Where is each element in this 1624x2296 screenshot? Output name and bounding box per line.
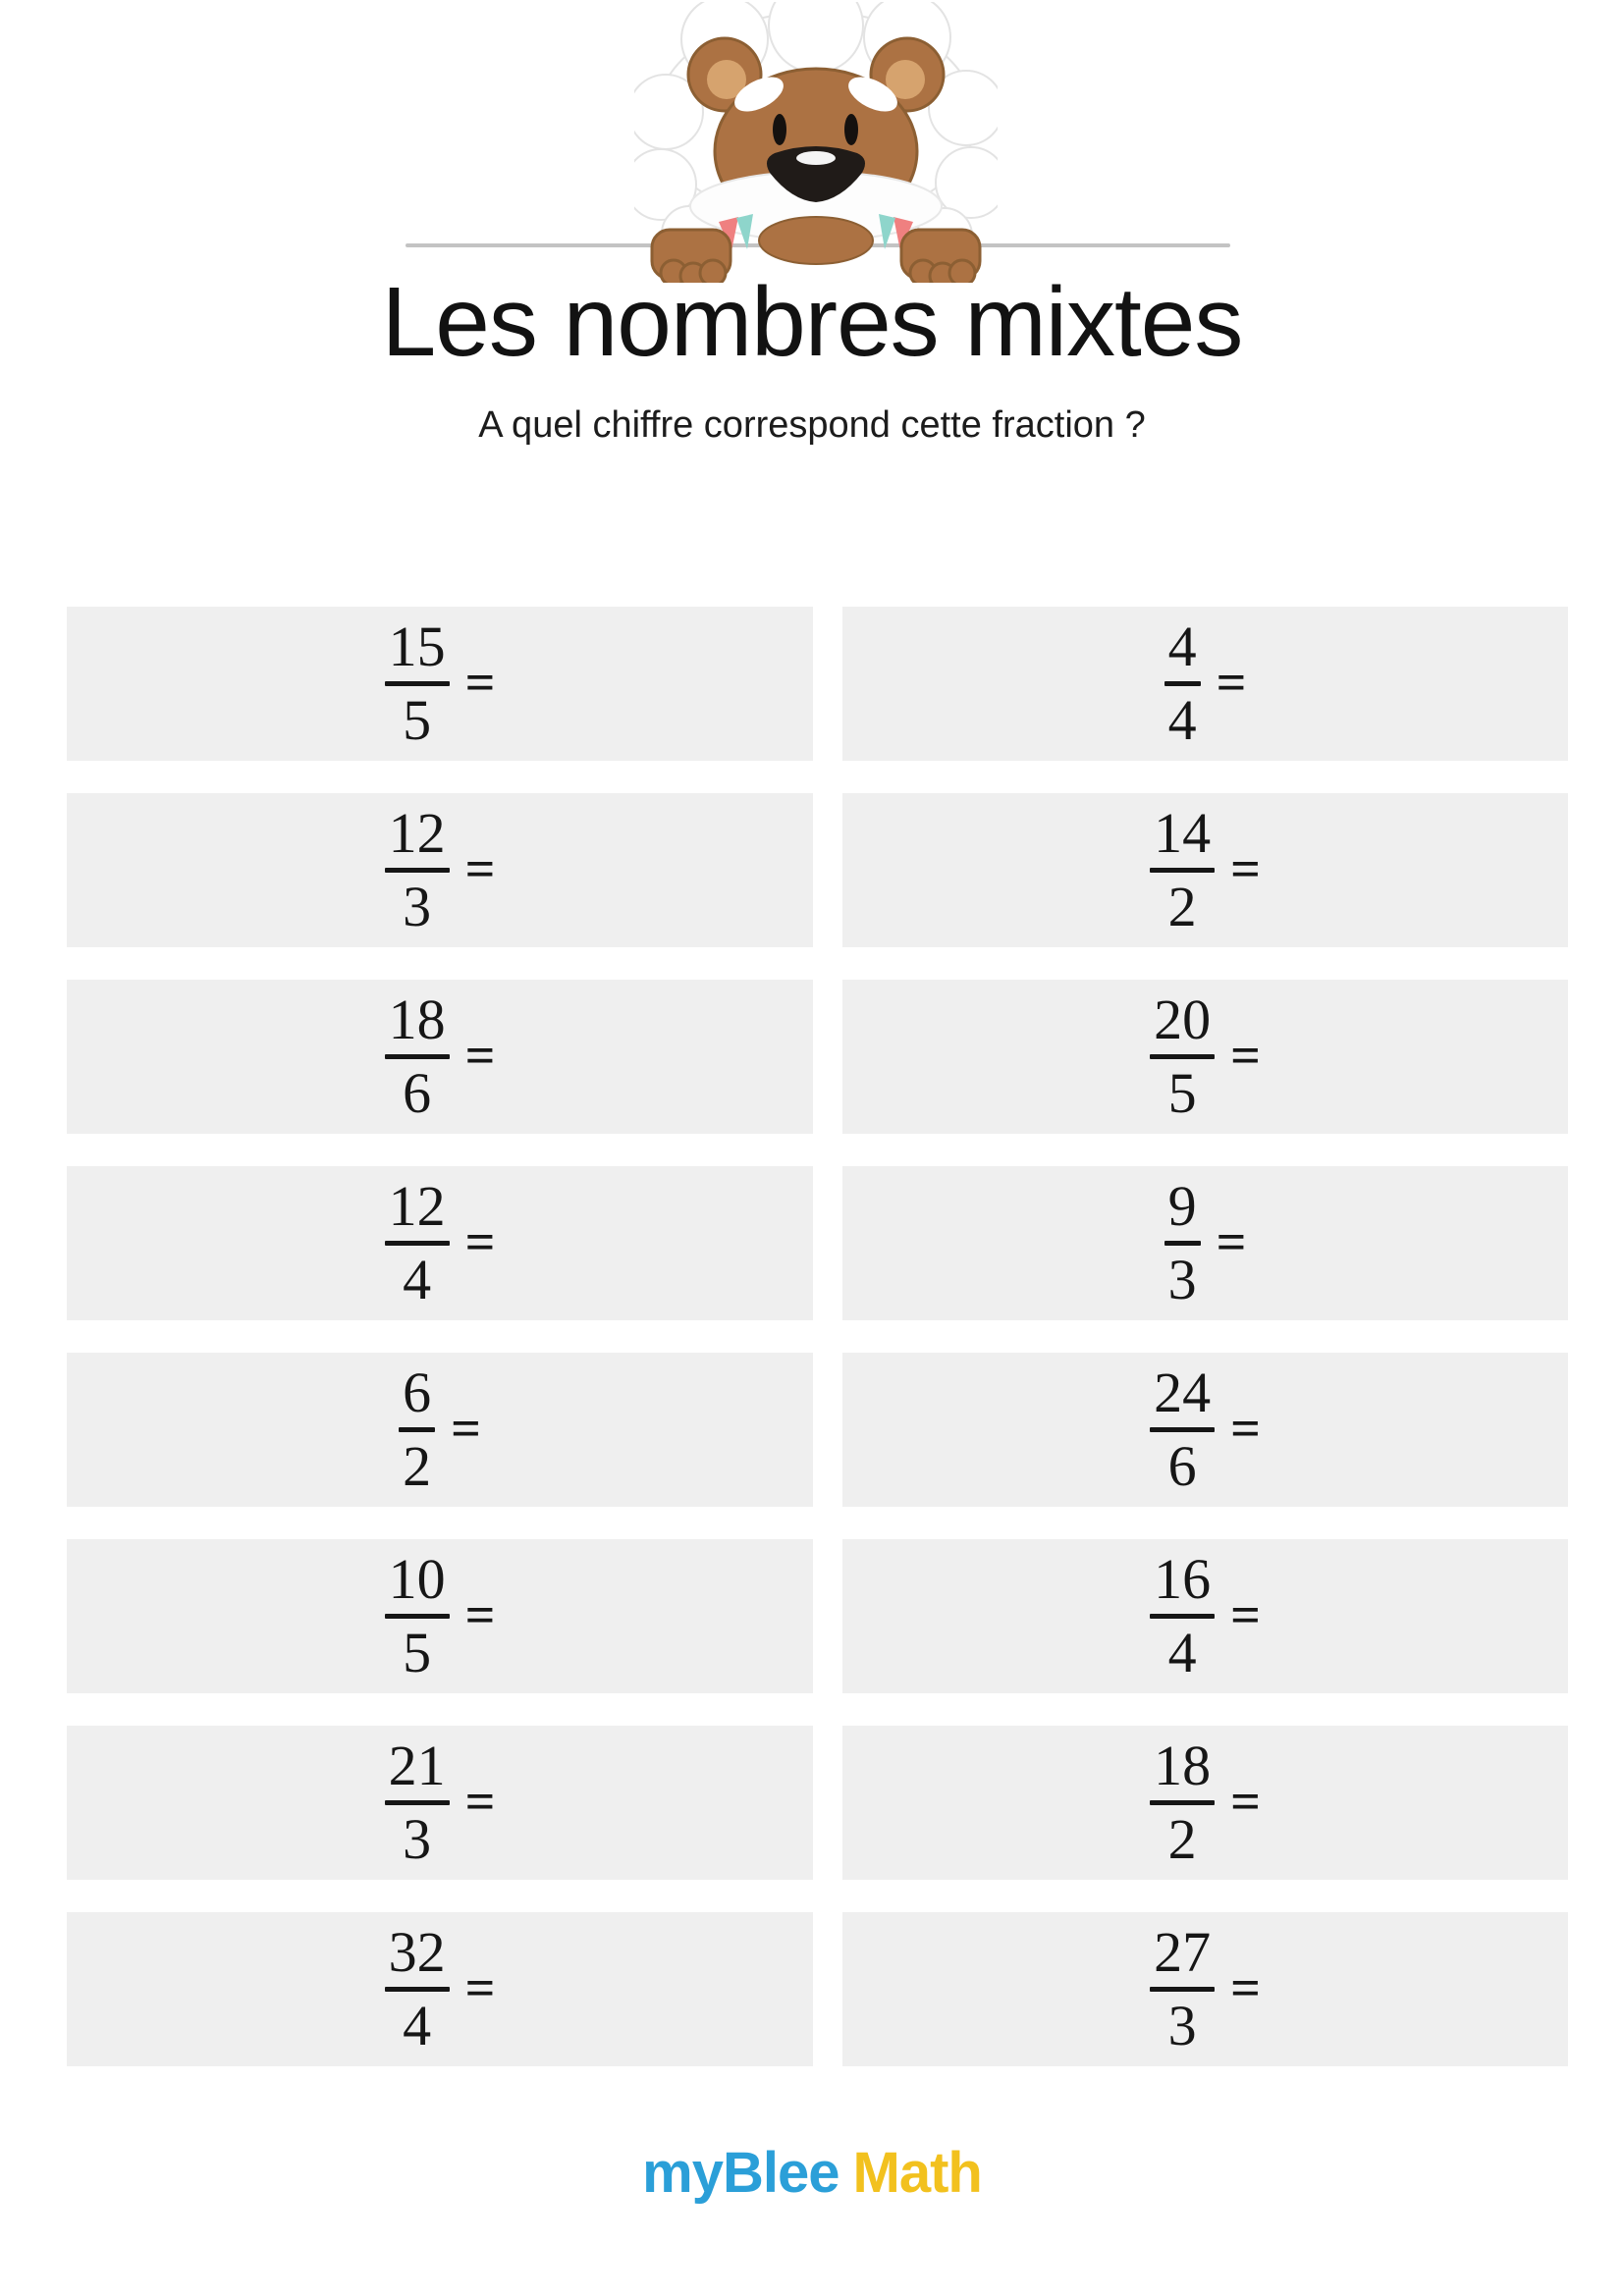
fraction-bar	[1164, 681, 1201, 686]
fraction-bar	[1150, 1800, 1215, 1805]
fraction-problem-card	[67, 1539, 813, 1693]
fraction-denominator: 3	[1167, 1248, 1197, 1311]
equals-sign: =	[1216, 1211, 1247, 1271]
fraction-denominator: 5	[403, 1621, 432, 1684]
fraction-numerator: 12	[388, 1174, 446, 1238]
logo-text-math: Math	[852, 2141, 982, 2205]
fraction-denominator: 4	[1167, 688, 1197, 752]
logo-text-myblee: myBlee	[642, 2141, 839, 2205]
fraction-problem-card	[67, 607, 813, 761]
fraction-denominator: 2	[1167, 875, 1197, 938]
fraction-bar	[385, 1614, 450, 1619]
equals-sign: =	[1216, 652, 1247, 712]
fraction-bar	[385, 868, 450, 873]
fraction-numerator: 18	[388, 988, 446, 1051]
equals-sign: =	[451, 1398, 481, 1458]
equals-sign: =	[464, 838, 496, 898]
fraction	[385, 1547, 450, 1684]
equals-sign: =	[1230, 1957, 1261, 2017]
fraction	[1150, 1547, 1215, 1684]
fraction-numerator: 6	[403, 1361, 432, 1424]
fraction-numerator: 18	[1154, 1734, 1212, 1797]
fraction	[1164, 614, 1201, 752]
fraction-bar	[1150, 1614, 1215, 1619]
fraction	[385, 1920, 450, 2057]
fraction-problem-card	[842, 607, 1568, 761]
fraction	[1150, 1920, 1215, 2057]
page-title: Les nombres mixtes	[381, 267, 1243, 377]
fraction-denominator: 3	[403, 875, 432, 938]
fraction-problem-card	[67, 1726, 813, 1880]
fraction	[1164, 1174, 1201, 1311]
fraction-problem-card	[67, 793, 813, 947]
equals-sign: =	[1230, 1025, 1261, 1085]
fraction-bar	[385, 1987, 450, 1992]
fraction	[1150, 988, 1215, 1125]
myblee-math-logo	[0, 2140, 1624, 2206]
fraction	[385, 614, 450, 752]
fraction-denominator: 4	[403, 1994, 432, 2057]
equals-sign: =	[464, 1025, 496, 1085]
fraction-bar	[385, 1054, 450, 1059]
fraction-denominator: 4	[403, 1248, 432, 1311]
equals-sign: =	[1230, 838, 1261, 898]
fraction-numerator: 10	[388, 1547, 446, 1611]
fraction-numerator: 4	[1167, 614, 1197, 678]
mascot-nose-highlight	[796, 151, 836, 165]
fraction-denominator: 2	[403, 1434, 432, 1498]
fraction-denominator: 6	[403, 1061, 432, 1125]
fraction-denominator: 3	[403, 1807, 432, 1871]
equals-sign: =	[1230, 1398, 1261, 1458]
fraction-problem-card	[842, 1726, 1568, 1880]
fraction-problem-card	[842, 1539, 1568, 1693]
problems-grid	[67, 607, 1568, 2066]
equals-sign: =	[464, 1957, 496, 2017]
fraction-bar	[385, 681, 450, 686]
fraction-denominator: 4	[1167, 1621, 1197, 1684]
fraction-numerator: 21	[388, 1734, 446, 1797]
fraction	[385, 1174, 450, 1311]
fraction-problem-card	[67, 1166, 813, 1320]
equals-sign: =	[464, 652, 496, 712]
fraction-problem-card	[842, 980, 1568, 1134]
equals-sign: =	[464, 1584, 496, 1644]
fraction-bar	[1150, 868, 1215, 873]
fraction	[1150, 801, 1215, 938]
fraction-numerator: 20	[1154, 988, 1212, 1051]
fraction-bar	[1150, 1054, 1215, 1059]
fraction-problem-card	[842, 793, 1568, 947]
fraction-bar	[385, 1241, 450, 1246]
lion-mascot-illustration	[634, 2, 998, 283]
fraction-problem-card	[842, 1166, 1568, 1320]
fraction-numerator: 24	[1154, 1361, 1212, 1424]
fraction-denominator: 2	[1167, 1807, 1197, 1871]
mascot-chin	[759, 217, 873, 264]
fraction-numerator: 12	[388, 801, 446, 865]
equals-sign: =	[464, 1771, 496, 1831]
fraction-numerator: 9	[1167, 1174, 1197, 1238]
fraction-numerator: 15	[388, 614, 446, 678]
equals-sign: =	[464, 1211, 496, 1271]
fraction	[1150, 1361, 1215, 1498]
equals-sign: =	[1230, 1584, 1261, 1644]
fraction-problem-card	[842, 1912, 1568, 2066]
fraction-bar	[399, 1427, 435, 1432]
fraction-problem-card	[842, 1353, 1568, 1507]
fraction-bar	[1164, 1241, 1201, 1246]
fraction-denominator: 5	[403, 688, 432, 752]
fraction-bar	[385, 1800, 450, 1805]
fraction-denominator: 5	[1167, 1061, 1197, 1125]
fraction-numerator: 16	[1154, 1547, 1212, 1611]
fraction-denominator: 3	[1167, 1994, 1197, 2057]
fraction-problem-card	[67, 1353, 813, 1507]
fraction-bar	[1150, 1987, 1215, 1992]
fraction-problem-card	[67, 980, 813, 1134]
fraction	[1150, 1734, 1215, 1871]
fraction-denominator: 6	[1167, 1434, 1197, 1498]
fraction	[385, 988, 450, 1125]
fraction	[399, 1361, 435, 1498]
fraction-problem-card	[67, 1912, 813, 2066]
fraction-numerator: 14	[1154, 801, 1212, 865]
fraction	[385, 801, 450, 938]
page-subtitle: A quel chiffre correspond cette fraction ?	[478, 404, 1146, 446]
fraction-bar	[1150, 1427, 1215, 1432]
equals-sign: =	[1230, 1771, 1261, 1831]
fraction-numerator: 32	[388, 1920, 446, 1984]
fraction-numerator: 27	[1154, 1920, 1212, 1984]
fraction	[385, 1734, 450, 1871]
